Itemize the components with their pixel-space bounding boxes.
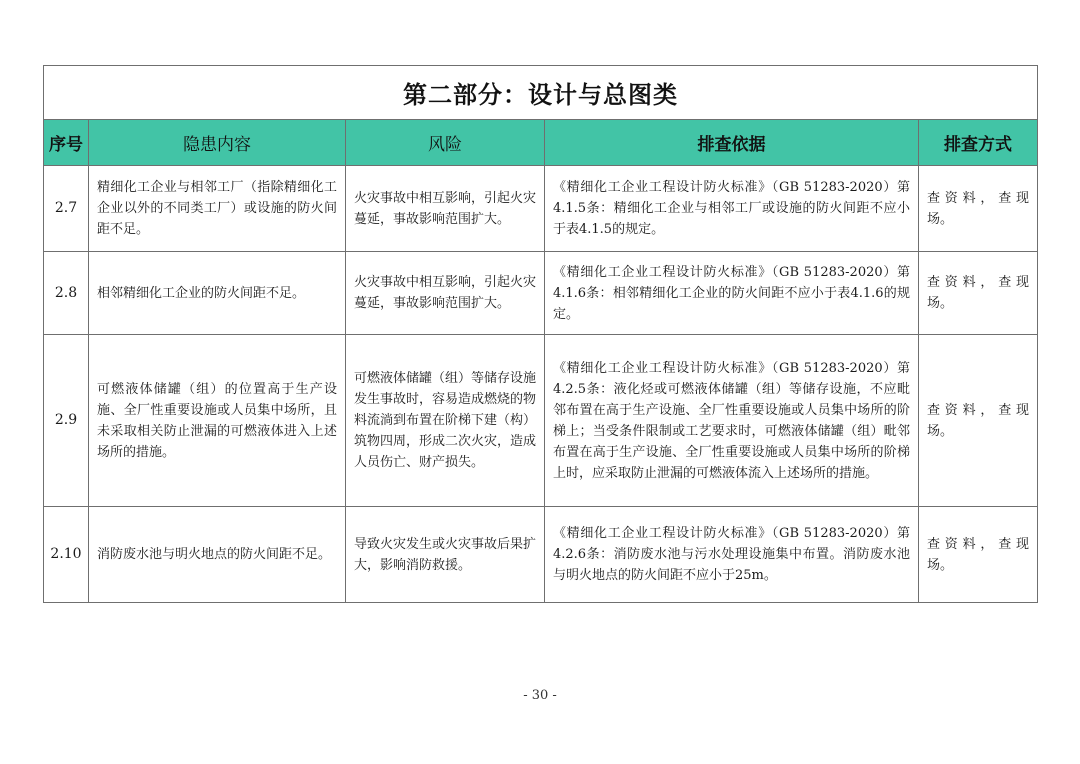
table-row (44, 335, 1038, 507)
row-hazard: 可燃液体储罐（组）的位置高于生产设施、全厂性重要设施或人员集中场所，且未采取相关防止泄漏的可燃液体进入上述场所的措施。 (89, 335, 346, 507)
row-method: 查资料，查现场。 (919, 335, 1038, 507)
row-method: 查资料，查现场。 (919, 252, 1038, 335)
table-row (44, 507, 1038, 603)
row-basis: 《精细化工企业工程设计防火标准》（GB 51283-2020）第4.1.6条：相邻精细化工企业的防火间距不应小于表4.1.6的规定。 (545, 252, 919, 335)
header-risk: 风险 (346, 120, 545, 166)
row-seq: 2.7 (44, 166, 89, 252)
row-method: 查资料，查现场。 (919, 166, 1038, 252)
table-row (44, 252, 1038, 335)
row-risk: 火灾事故中相互影响，引起火灾蔓延，事故影响范围扩大。 (346, 252, 545, 335)
row-hazard: 消防废水池与明火地点的防火间距不足。 (89, 507, 346, 603)
row-method: 查资料，查现场。 (919, 507, 1038, 603)
row-hazard: 精细化工企业与相邻工厂（指除精细化工企业以外的不同类工厂）或设施的防火间距不足。 (89, 166, 346, 252)
table-row (44, 166, 1038, 252)
row-basis: 《精细化工企业工程设计防火标准》（GB 51283-2020）第4.2.6条：消防废水池与污水处理设施集中布置。消防废水池与明火地点的防火间距不应小于25m。 (545, 507, 919, 603)
row-risk: 火灾事故中相互影响，引起火灾蔓延，事故影响范围扩大。 (346, 166, 545, 252)
header-seq: 序号 (44, 120, 89, 166)
table-header-row (44, 120, 1038, 166)
row-seq: 2.10 (44, 507, 89, 603)
hazard-table (43, 65, 1038, 603)
page-number: - 30 - (523, 688, 557, 703)
row-risk: 导致火灾发生或火灾事故后果扩大，影响消防救援。 (346, 507, 545, 603)
hazard-table-sheet (43, 65, 1037, 603)
row-basis: 《精细化工企业工程设计防火标准》（GB 51283-2020）第4.2.5条：液化烃或可燃液体储罐（组）等储存设施，不应毗邻布置在高于生产设施、全厂性重要设施或人员集中场所的阶梯上；当受条件限制或工艺要求时，可燃液体储罐（组）毗邻布置在高于生产设施、全厂性重要设施或人员集中场所的阶梯上时，应采取防止泄漏的可燃液体流入上述场所的措施。 (545, 335, 919, 507)
header-basis: 排查依据 (545, 120, 919, 166)
header-method: 排查方式 (919, 120, 1038, 166)
row-hazard: 相邻精细化工企业的防火间距不足。 (89, 252, 346, 335)
section-title: 第二部分：设计与总图类 (44, 66, 1038, 120)
row-risk: 可燃液体储罐（组）等储存设施发生事故时，容易造成燃烧的物料流淌到布置在阶梯下建（构）筑物四周，形成二次火灾，造成人员伤亡、财产损失。 (346, 335, 545, 507)
row-seq: 2.8 (44, 252, 89, 335)
header-hazard: 隐患内容 (89, 120, 346, 166)
row-seq: 2.9 (44, 335, 89, 507)
row-basis: 《精细化工企业工程设计防火标准》（GB 51283-2020）第4.1.5条：精细化工企业与相邻工厂或设施的防火间距不应小于表4.1.5的规定。 (545, 166, 919, 252)
